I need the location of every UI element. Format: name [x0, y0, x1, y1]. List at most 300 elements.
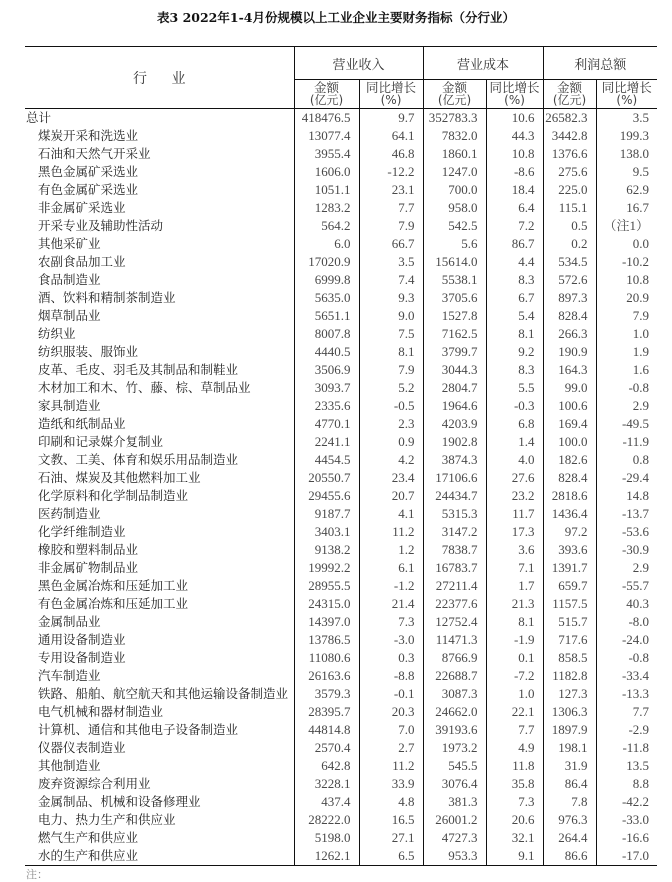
amount-unit: (亿元): [309, 93, 344, 107]
revenue-growth-cell: 7.9: [359, 361, 423, 379]
revenue-growth-cell: 11.2: [359, 757, 423, 775]
growth-label: 同比增长: [489, 80, 540, 95]
table-row: [25, 253, 657, 271]
revenue-amount-cell: 5198.0: [294, 829, 359, 847]
table-row: [25, 487, 657, 505]
revenue-growth-cell: 66.7: [359, 235, 423, 253]
table-row: [25, 541, 657, 559]
profit-amount-cell: 1376.6: [543, 145, 596, 163]
footnote: 注：: [26, 868, 48, 881]
table-row: [25, 415, 657, 433]
cost-amount-cell: 3799.7: [423, 343, 486, 361]
revenue-amount-cell: 1262.1: [294, 847, 359, 866]
revenue-growth-cell: 64.1: [359, 127, 423, 145]
cost-growth-cell: 21.3: [486, 595, 543, 613]
revenue-amount-cell: 2241.1: [294, 433, 359, 451]
revenue-amount-cell: 28395.7: [294, 703, 359, 721]
profit-amount-cell: 572.6: [543, 271, 596, 289]
industry-name: 废弃资源综合利用业: [38, 776, 151, 791]
profit-amount-cell: 115.1: [543, 199, 596, 217]
profit-growth-cell: 16.7: [596, 199, 657, 217]
profit-amount-cell: 190.9: [543, 343, 596, 361]
revenue-amount-cell: 5635.0: [294, 289, 359, 307]
cost-amount-cell: 542.5: [423, 217, 486, 235]
revenue-amount-cell: 19992.2: [294, 559, 359, 577]
cost-amount-cell: 1247.0: [423, 163, 486, 181]
industry-name: 燃气生产和供应业: [38, 830, 139, 845]
industry-name: 橡胶和塑料制品业: [38, 542, 139, 557]
financial-indicators-table: [25, 46, 657, 866]
revenue-growth-cell: 7.3: [359, 613, 423, 631]
revenue-growth-cell: 16.5: [359, 811, 423, 829]
table-row: [25, 163, 657, 181]
cost-growth-cell: -8.6: [486, 163, 543, 181]
table-row: [25, 451, 657, 469]
revenue-growth-cell: -0.5: [359, 397, 423, 415]
table-title: 表3 2022年1-4月份规模以上工业企业主要财务指标（分行业）: [157, 10, 515, 25]
revenue-growth-cell: 23.4: [359, 469, 423, 487]
growth-label: 同比增长: [601, 80, 652, 95]
cost-amount-cell: 3087.3: [423, 685, 486, 703]
revenue-amount-cell: 8007.8: [294, 325, 359, 343]
revenue-amount-cell: 437.4: [294, 793, 359, 811]
table-row: [25, 829, 657, 847]
industry-name: 印刷和记录媒介复制业: [38, 434, 164, 449]
cost-growth-cell: 8.3: [486, 361, 543, 379]
industry-name: 铁路、船舶、航空航天和其他运输设备制造业: [38, 686, 289, 701]
growth-label: 同比增长: [366, 80, 417, 95]
cost-amount-cell: 22377.6: [423, 595, 486, 613]
revenue-growth-cell: 2.7: [359, 739, 423, 757]
profit-amount-cell: 1436.4: [543, 505, 596, 523]
cost-group-header: 营业成本: [423, 47, 543, 80]
revenue-growth-cell: 23.1: [359, 181, 423, 199]
revenue-growth-cell: -12.2: [359, 163, 423, 181]
revenue-growth-cell: 33.9: [359, 775, 423, 793]
revenue-growth-cell: 11.2: [359, 523, 423, 541]
profit-amount-cell: 0.5: [543, 217, 596, 235]
cost-growth-cell: 6.8: [486, 415, 543, 433]
revenue-growth-cell: 7.0: [359, 721, 423, 739]
table-row: [25, 361, 657, 379]
table-row: [25, 559, 657, 577]
cost-growth-cell: 7.1: [486, 559, 543, 577]
revenue-growth-cell: 4.2: [359, 451, 423, 469]
profit-amount-cell: 100.0: [543, 433, 596, 451]
table-row: [25, 307, 657, 325]
profit-amount-cell: 100.6: [543, 397, 596, 415]
cost-growth-cell: 44.3: [486, 127, 543, 145]
profit-growth-cell: -24.0: [596, 631, 657, 649]
cost-growth-cell: 8.1: [486, 613, 543, 631]
revenue-amount-cell: 6999.8: [294, 271, 359, 289]
revenue-amount-cell: 11080.6: [294, 649, 359, 667]
amount-unit: (亿元): [552, 93, 587, 107]
revenue-growth-cell: 20.3: [359, 703, 423, 721]
revenue-growth-header: [359, 80, 423, 109]
profit-amount-cell: 7.8: [543, 793, 596, 811]
table-row: [25, 181, 657, 199]
revenue-amount-cell: 20550.7: [294, 469, 359, 487]
profit-growth-cell: 2.9: [596, 397, 657, 415]
profit-amount-cell: 515.7: [543, 613, 596, 631]
cost-amount-cell: 24434.7: [423, 487, 486, 505]
cost-amount-cell: 958.0: [423, 199, 486, 217]
profit-growth-cell: 2.9: [596, 559, 657, 577]
industry-name: 金属制品、机械和设备修理业: [38, 794, 201, 809]
profit-growth-cell: -30.9: [596, 541, 657, 559]
cost-growth-cell: 4.4: [486, 253, 543, 271]
revenue-amount-cell: 14397.0: [294, 613, 359, 631]
profit-growth-cell: -49.5: [596, 415, 657, 433]
table-row: [25, 127, 657, 145]
profit-growth-cell: 10.8: [596, 271, 657, 289]
table-row: [25, 145, 657, 163]
profit-amount-cell: 99.0: [543, 379, 596, 397]
table-row: [25, 343, 657, 361]
profit-amount-cell: 264.4: [543, 829, 596, 847]
industry-name: 煤炭开采和洗选业: [38, 128, 139, 143]
industry-name: 通用设备制造业: [38, 632, 126, 647]
profit-growth-cell: 0.0: [596, 235, 657, 253]
table-body: [25, 109, 657, 866]
revenue-amount-cell: 17020.9: [294, 253, 359, 271]
cost-amount-cell: 4203.9: [423, 415, 486, 433]
table-row: [25, 433, 657, 451]
profit-growth-cell: 14.8: [596, 487, 657, 505]
cost-growth-cell: 27.6: [486, 469, 543, 487]
industry-name: 开采专业及辅助性活动: [38, 218, 164, 233]
industry-name: 其他制造业: [38, 758, 101, 773]
revenue-growth-cell: 8.1: [359, 343, 423, 361]
cost-amount-cell: 1902.8: [423, 433, 486, 451]
revenue-amount-cell: 26163.6: [294, 667, 359, 685]
cost-growth-cell: 1.7: [486, 577, 543, 595]
cost-amount-cell: 5315.3: [423, 505, 486, 523]
revenue-growth-cell: 1.2: [359, 541, 423, 559]
amount-label: 金额: [313, 80, 339, 95]
revenue-amount-cell: 13786.5: [294, 631, 359, 649]
cost-growth-cell: 6.4: [486, 199, 543, 217]
profit-growth-cell: -11.9: [596, 433, 657, 451]
table-row: [25, 325, 657, 343]
revenue-growth-cell: -3.0: [359, 631, 423, 649]
cost-amount-cell: 39193.6: [423, 721, 486, 739]
revenue-growth-cell: 9.0: [359, 307, 423, 325]
cost-amount-cell: 8766.9: [423, 649, 486, 667]
cost-growth-cell: 6.7: [486, 289, 543, 307]
industry-name: 其他采矿业: [38, 236, 101, 251]
profit-amount-cell: 86.4: [543, 775, 596, 793]
industry-name: 化学原料和化学制品制造业: [38, 488, 189, 503]
revenue-growth-cell: 6.1: [359, 559, 423, 577]
profit-amount-cell: 164.3: [543, 361, 596, 379]
revenue-amount-cell: 418476.5: [294, 109, 359, 128]
cost-growth-cell: -1.9: [486, 631, 543, 649]
revenue-growth-cell: 46.8: [359, 145, 423, 163]
revenue-amount-cell: 9138.2: [294, 541, 359, 559]
cost-growth-cell: 86.7: [486, 235, 543, 253]
profit-amount-cell: 1897.9: [543, 721, 596, 739]
cost-growth-cell: 22.1: [486, 703, 543, 721]
total-row: [25, 109, 657, 128]
table-row: [25, 811, 657, 829]
revenue-amount-cell: 3506.9: [294, 361, 359, 379]
growth-unit: (%): [616, 93, 638, 107]
industry-name: 水的生产和供应业: [25, 847, 294, 866]
industry-name: 酒、饮料和精制茶制造业: [38, 290, 176, 305]
profit-amount-cell: 3442.8: [543, 127, 596, 145]
table-row: [25, 739, 657, 757]
cost-growth-cell: 7.7: [486, 721, 543, 739]
profit-amount-cell: 198.1: [543, 739, 596, 757]
table-row: [25, 577, 657, 595]
industry-name: 化学纤维制造业: [38, 524, 126, 539]
profit-growth-cell: -42.2: [596, 793, 657, 811]
revenue-growth-cell: 4.8: [359, 793, 423, 811]
cost-amount-cell: 16783.7: [423, 559, 486, 577]
revenue-growth-cell: 20.7: [359, 487, 423, 505]
profit-growth-cell: 7.7: [596, 703, 657, 721]
profit-amount-cell: 897.3: [543, 289, 596, 307]
table-row: [25, 217, 657, 235]
amount-label: 金额: [557, 80, 583, 95]
cost-amount-cell: 7162.5: [423, 325, 486, 343]
cost-amount-cell: 4727.3: [423, 829, 486, 847]
profit-growth-cell: 40.3: [596, 595, 657, 613]
revenue-growth-cell: 0.3: [359, 649, 423, 667]
table-row: [25, 199, 657, 217]
cost-growth-cell: 9.1: [486, 847, 543, 866]
profit-growth-cell: 7.9: [596, 307, 657, 325]
profit-amount-cell: 1157.5: [543, 595, 596, 613]
table-row: [25, 613, 657, 631]
profit-growth-cell: （注1）: [596, 217, 657, 235]
industry-name: 非金属矿采选业: [38, 200, 126, 215]
profit-growth-cell: -11.8: [596, 739, 657, 757]
profit-amount-cell: 31.9: [543, 757, 596, 775]
revenue-amount-cell: 3093.7: [294, 379, 359, 397]
cost-amount-cell: 24662.0: [423, 703, 486, 721]
revenue-amount-cell: 2570.4: [294, 739, 359, 757]
amount-label: 金额: [442, 80, 468, 95]
table-row: [25, 289, 657, 307]
revenue-amount-cell: 44814.8: [294, 721, 359, 739]
profit-amount-cell: 86.6: [543, 847, 596, 866]
cost-amount-cell: 17106.6: [423, 469, 486, 487]
profit-amount-cell: 659.7: [543, 577, 596, 595]
profit-amount-cell: 393.6: [543, 541, 596, 559]
profit-amount-cell: 266.3: [543, 325, 596, 343]
profit-amount-cell: 127.3: [543, 685, 596, 703]
profit-amount-cell: 717.6: [543, 631, 596, 649]
profit-amount-header: [543, 80, 596, 109]
profit-growth-cell: 8.8: [596, 775, 657, 793]
cost-growth-cell: 4.9: [486, 739, 543, 757]
revenue-amount-cell: 1606.0: [294, 163, 359, 181]
industry-name: 有色金属冶炼和压延加工业: [38, 596, 189, 611]
cost-amount-header: [423, 80, 486, 109]
table-row: [25, 703, 657, 721]
profit-growth-cell: -33.0: [596, 811, 657, 829]
industry-name: 总计: [26, 110, 52, 125]
cost-growth-cell: 5.5: [486, 379, 543, 397]
industry-name: 计算机、通信和其他电子设备制造业: [38, 722, 239, 737]
profit-amount-cell: 1306.3: [543, 703, 596, 721]
revenue-growth-cell: 3.5: [359, 253, 423, 271]
cost-growth-cell: -0.3: [486, 397, 543, 415]
profit-amount-cell: 26582.3: [543, 109, 596, 128]
revenue-growth-cell: -1.2: [359, 577, 423, 595]
industry-name: 电气机械和器材制造业: [38, 704, 164, 719]
profit-growth-cell: -0.8: [596, 379, 657, 397]
table-row: [25, 523, 657, 541]
revenue-growth-cell: 4.1: [359, 505, 423, 523]
cost-growth-cell: 5.4: [486, 307, 543, 325]
industry-name: 纺织服装、服饰业: [38, 344, 139, 359]
profit-amount-cell: 169.4: [543, 415, 596, 433]
cost-growth-cell: 20.6: [486, 811, 543, 829]
cost-growth-cell: 7.2: [486, 217, 543, 235]
profit-growth-cell: -10.2: [596, 253, 657, 271]
profit-growth-cell: 20.9: [596, 289, 657, 307]
cost-amount-cell: 3705.6: [423, 289, 486, 307]
revenue-growth-cell: 7.7: [359, 199, 423, 217]
profit-amount-cell: 0.2: [543, 235, 596, 253]
industry-name: 有色金属矿采选业: [38, 182, 139, 197]
industry-name: 专用设备制造业: [38, 650, 126, 665]
cost-amount-cell: 381.3: [423, 793, 486, 811]
table-row: [25, 235, 657, 253]
industry-name: 食品制造业: [38, 272, 101, 287]
profit-growth-cell: -17.0: [596, 847, 657, 866]
profit-amount-cell: 97.2: [543, 523, 596, 541]
cost-growth-cell: 4.0: [486, 451, 543, 469]
cost-amount-cell: 12752.4: [423, 613, 486, 631]
profit-growth-cell: -13.7: [596, 505, 657, 523]
revenue-growth-cell: 7.5: [359, 325, 423, 343]
revenue-amount-cell: 13077.4: [294, 127, 359, 145]
table-row: [25, 505, 657, 523]
industry-name: 电力、热力生产和供应业: [38, 812, 176, 827]
profit-amount-cell: 828.4: [543, 469, 596, 487]
cost-amount-cell: 22688.7: [423, 667, 486, 685]
profit-growth-cell: 1.6: [596, 361, 657, 379]
revenue-amount-cell: 1051.1: [294, 181, 359, 199]
revenue-amount-cell: 1283.2: [294, 199, 359, 217]
revenue-amount-cell: 642.8: [294, 757, 359, 775]
growth-unit: (%): [504, 93, 525, 107]
profit-growth-cell: -8.0: [596, 613, 657, 631]
industry-name: 皮革、毛皮、羽毛及其制品和制鞋业: [38, 362, 239, 377]
cost-growth-cell: -7.2: [486, 667, 543, 685]
cost-growth-cell: 8.1: [486, 325, 543, 343]
cost-amount-cell: 7832.0: [423, 127, 486, 145]
industry-name: 烟草制品业: [38, 308, 101, 323]
cost-growth-cell: 1.4: [486, 433, 543, 451]
table-row: [25, 775, 657, 793]
profit-growth-cell: 1.0: [596, 325, 657, 343]
industry-name: 黑色金属冶炼和压延加工业: [38, 578, 189, 593]
industry-name: 纺织业: [38, 326, 76, 341]
profit-growth-cell: 13.5: [596, 757, 657, 775]
table-row: [25, 469, 657, 487]
amount-unit: (亿元): [437, 93, 472, 107]
industry-name: 医药制造业: [38, 506, 101, 521]
profit-growth-cell: 138.0: [596, 145, 657, 163]
cost-growth-cell: 1.0: [486, 685, 543, 703]
revenue-growth-cell: 9.3: [359, 289, 423, 307]
profit-growth-cell: -16.6: [596, 829, 657, 847]
cost-amount-cell: 3874.3: [423, 451, 486, 469]
table-row: [25, 667, 657, 685]
cost-amount-cell: 3076.4: [423, 775, 486, 793]
cost-amount-cell: 953.3: [423, 847, 486, 866]
industry-name: 文教、工美、体育和娱乐用品制造业: [38, 452, 239, 467]
cost-growth-cell: 23.2: [486, 487, 543, 505]
profit-growth-cell: 9.5: [596, 163, 657, 181]
cost-amount-cell: 545.5: [423, 757, 486, 775]
cost-amount-cell: 27211.4: [423, 577, 486, 595]
profit-growth-header: [596, 80, 657, 109]
cost-amount-cell: 26001.2: [423, 811, 486, 829]
cost-growth-cell: 17.3: [486, 523, 543, 541]
profit-growth-cell: -33.4: [596, 667, 657, 685]
profit-growth-cell: -53.6: [596, 523, 657, 541]
cost-growth-cell: 0.1: [486, 649, 543, 667]
revenue-amount-cell: 29455.6: [294, 487, 359, 505]
revenue-growth-cell: 0.9: [359, 433, 423, 451]
cost-growth-cell: 7.3: [486, 793, 543, 811]
profit-growth-cell: 62.9: [596, 181, 657, 199]
revenue-growth-cell: 27.1: [359, 829, 423, 847]
profit-amount-cell: 225.0: [543, 181, 596, 199]
revenue-group-header: 营业收入: [294, 47, 423, 80]
table-row: [25, 721, 657, 739]
industry-name: 家具制造业: [38, 398, 101, 413]
profit-growth-cell: 1.9: [596, 343, 657, 361]
table-row: [25, 271, 657, 289]
revenue-amount-cell: 5651.1: [294, 307, 359, 325]
revenue-amount-cell: 28222.0: [294, 811, 359, 829]
revenue-amount-cell: 3228.1: [294, 775, 359, 793]
revenue-growth-cell: 2.3: [359, 415, 423, 433]
industry-name: 金属制品业: [38, 614, 101, 629]
industry-header: 行 业: [25, 47, 294, 109]
cost-growth-header: [486, 80, 543, 109]
industry-name: 非金属矿物制品业: [38, 560, 139, 575]
cost-amount-cell: 1527.8: [423, 307, 486, 325]
cost-amount-cell: 352783.3: [423, 109, 486, 128]
profit-amount-cell: 858.5: [543, 649, 596, 667]
cost-growth-cell: 32.1: [486, 829, 543, 847]
profit-amount-cell: 1391.7: [543, 559, 596, 577]
table-row: [25, 631, 657, 649]
cost-amount-cell: 1860.1: [423, 145, 486, 163]
revenue-amount-cell: 3955.4: [294, 145, 359, 163]
table-row: [25, 793, 657, 811]
cost-amount-cell: 5.6: [423, 235, 486, 253]
profit-amount-cell: 1182.8: [543, 667, 596, 685]
profit-growth-cell: -0.8: [596, 649, 657, 667]
cost-amount-cell: 15614.0: [423, 253, 486, 271]
revenue-growth-cell: 6.5: [359, 847, 423, 866]
cost-growth-cell: 10.8: [486, 145, 543, 163]
revenue-growth-cell: 7.9: [359, 217, 423, 235]
industry-name: 农副食品加工业: [38, 254, 126, 269]
table-row: [25, 685, 657, 703]
revenue-amount-cell: 4440.5: [294, 343, 359, 361]
